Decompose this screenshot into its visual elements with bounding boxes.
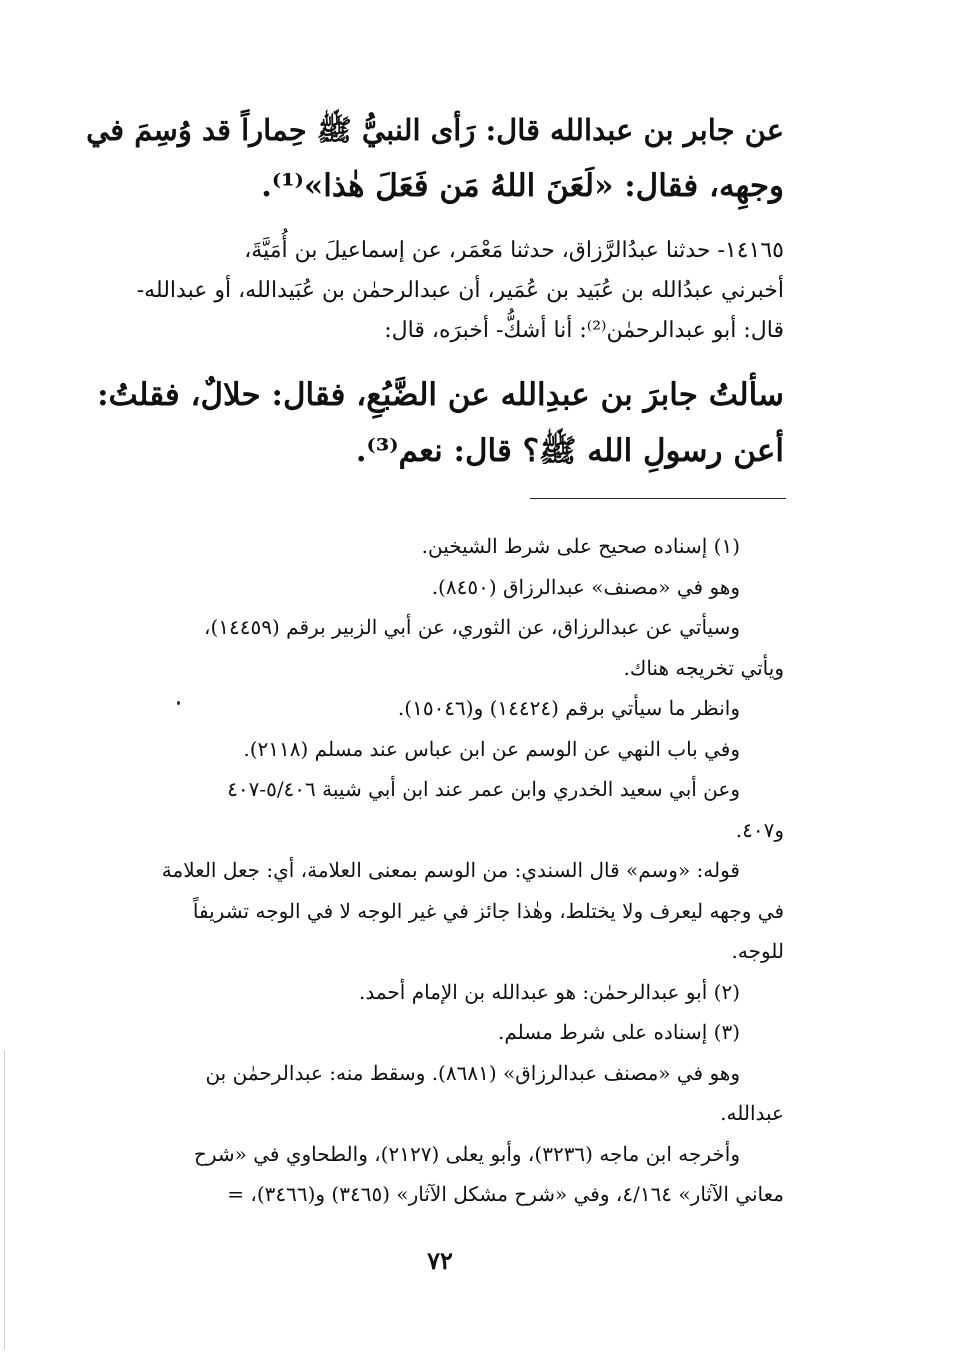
ink-speck	[177, 701, 180, 705]
footnote-3-line-4: وأخرجه ابن ماجه (٣٢٣٦)، وأبو يعلى (٢١٢٧)، والطحاوي في «شرح	[193, 1141, 740, 1166]
footnote-2-line-1: (٢) أبو عبدالرحمٰن: هو عبدالله بن الإمام أحمد.	[359, 979, 740, 1004]
isnad-line-1: ١٤١٦٥- حدثنا عبدُالرَّزاق، حدثنا مَعْمَر، عن إسماعيلَ بن أُمَيَّةَ،	[244, 238, 784, 263]
footnote-1-line-1: (١) إسناده صحيح على شرط الشيخين.	[421, 534, 740, 558]
hadith-2-line-2: أعن رسولِ الله ﷺ؟ قال: نعم⁽³⁾.	[355, 433, 784, 469]
footnote-1-line-5: وانظر ما سيأتي برقم (١٤٤٢٤) و(١٥٠٤٦).	[397, 696, 740, 720]
page-number: ٧٢	[427, 1246, 453, 1275]
footnote-1-line-4: ويأتي تخريجه هناك.	[623, 655, 784, 680]
footnote-1-line-6: وفي باب النهي عن الوسم عن ابن عباس عند مسلم (٢١١٨).	[243, 736, 740, 761]
footnote-1-line-3: وسيأتي عن عبدالرزاق، عن الثوري، عن أبي الزبير برقم (١٤٤٥٩)،	[204, 615, 740, 639]
hadith-1-line-2: وجهِه، فقال: «لَعَنَ اللهُ مَن فَعَلَ هٰذا»⁽¹⁾.	[261, 168, 784, 204]
footnote-1-line-9: قوله: «وسم» قال السندي: من الوسم بمعنى العلامة، أي: جعل العلامة	[161, 858, 740, 882]
footnote-1-line-7: وعن أبي سعيد الخدري وابن عمر عند ابن أبي شيبة ٥/٤٠٦-٤٠٧	[227, 777, 740, 801]
hadith-jabir-branded-donkey	[78, 102, 784, 214]
isnad-line-2: أخبرني عبدُالله بن عُبَيد بن عُمَير، أن عبدالرحمٰن بن عُبَيدالله، أو عبدالله-	[136, 278, 784, 303]
footnote-1-line-10: في وجهه ليعرف ولا يختلط، وهٰذا جائز في غير الوجه لا في الوجه تشريفاً	[192, 898, 784, 923]
footnote-3-line-1: (٣) إسناده على شرط مسلم.	[498, 1020, 740, 1044]
footnote-3-line-3: عبدالله.	[720, 1101, 784, 1125]
footnote-separator	[530, 498, 786, 499]
hadith-2-line-1: سألتُ جابرَ بن عبدِالله عن الضَّبُعِ، فقال: حلالٌ، فقلتُ:	[97, 377, 784, 413]
footnote-1-line-11: للوجه.	[731, 939, 784, 963]
footnote-3-line-5: معاني الآثار» ٤/١٦٤، وفي «شرح مشكل الآثار» (٣٤٦٥) و(٣٤٦٦)، =	[227, 1182, 784, 1206]
scan-edge-line	[4, 1050, 5, 1350]
footnotes	[78, 526, 784, 1215]
hadith-jabir-hyena	[78, 367, 784, 479]
footnote-1-line-8: و٤٠٧.	[735, 817, 784, 842]
footnote-1-line-2: وهو في «مصنف» عبدالرزاق (٨٤٥٠).	[431, 574, 740, 599]
footnote-3-line-2: وهو في «مصنف عبدالرزاق» (٨٦٨١). وسقط منه: عبدالرحمٰن بن	[205, 1060, 740, 1085]
isnad-14165	[78, 231, 784, 351]
hadith-1-line-1: عن جابر بن عبدالله قال: رَأى النبيُّ ﷺ حِماراً قد وُسِمَ في	[86, 113, 784, 147]
isnad-line-3: قال: أبو عبدالرحمٰن⁽²⁾: أنا أشكُّ- أخبرَه، قال:	[384, 318, 784, 343]
